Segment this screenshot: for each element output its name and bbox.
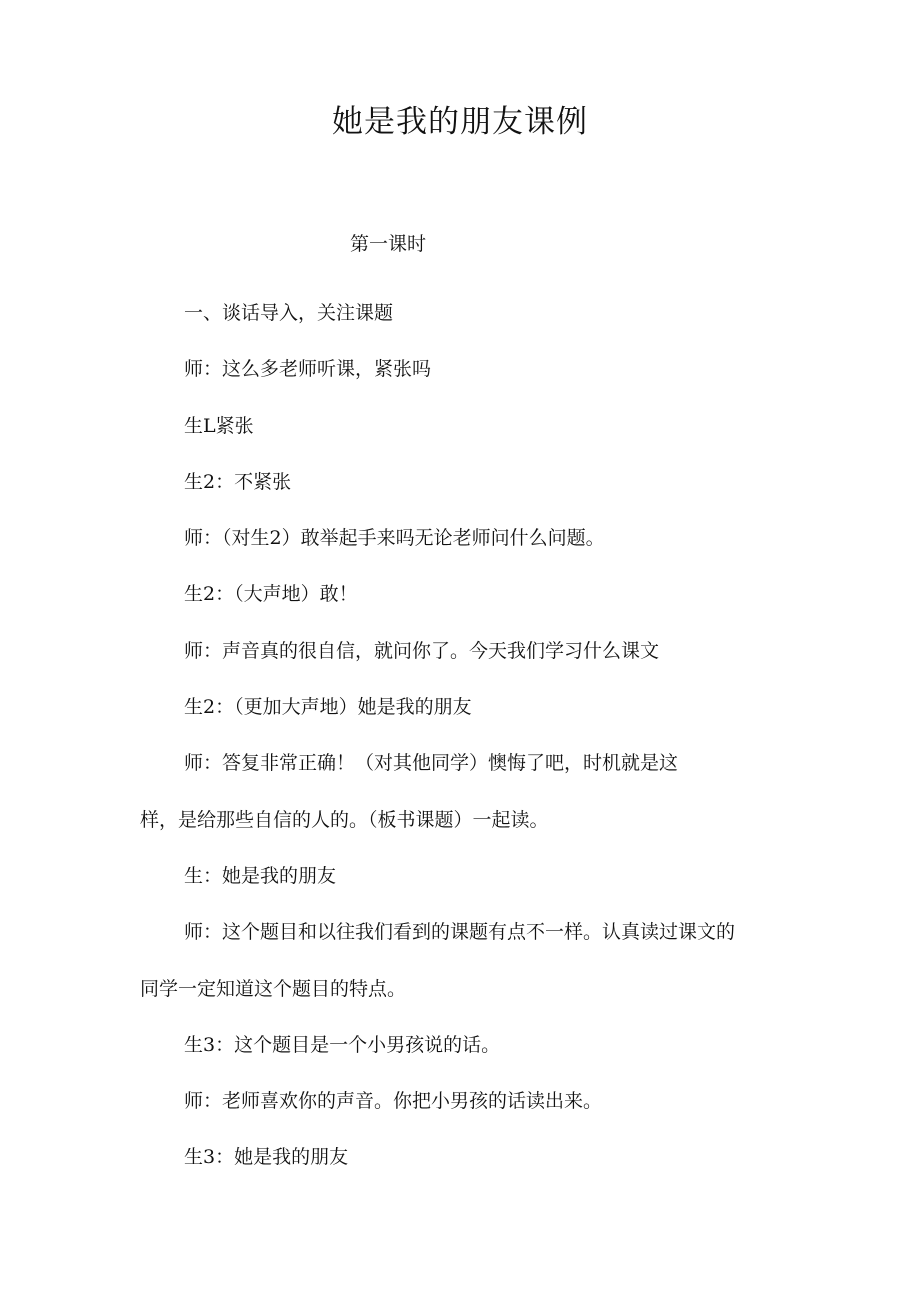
section-title: 第一课时 — [350, 233, 427, 255]
dialogue-paragraph — [140, 454, 780, 510]
dialogue-paragraph — [140, 679, 780, 735]
paragraph-line: 师：这个题目和以往我们看到的课题有点不一样。认真读过课文的 — [184, 921, 736, 944]
dialogue-paragraph — [140, 398, 780, 454]
paragraph-line: 师：老师喜欢你的声音。你把小男孩的话读出来。 — [184, 1090, 603, 1113]
paragraph-line: 生3：她是我的朋友 — [184, 1146, 349, 1169]
dialogue-paragraph — [140, 735, 780, 848]
dialogue-paragraph — [140, 623, 780, 679]
paragraph-line: 师：（对生2）敢举起手来吗无论老师问什么问题。 — [184, 527, 605, 550]
paragraph-line: 师：答复非常正确！（对其他同学）懊悔了吧，时机就是这 — [184, 752, 679, 775]
dialogue-paragraph — [140, 1129, 780, 1185]
dialogue-paragraph — [140, 285, 780, 341]
dialogue-paragraph — [140, 341, 780, 397]
paragraph-line: 生L紧张 — [184, 414, 254, 437]
dialogue-paragraph — [140, 1017, 780, 1073]
dialogue-paragraph — [140, 566, 780, 622]
dialogue-paragraph — [140, 510, 780, 566]
paragraph-line: 一、谈话导入，关注课题 — [184, 302, 394, 324]
dialogue-paragraph — [140, 904, 780, 1017]
document-title: 她是我的朋友课例 — [332, 104, 588, 140]
dialogue-paragraph — [140, 1073, 780, 1129]
paragraph-line: 生2：（大声地）敢！ — [184, 583, 358, 606]
paragraph-line: 生3：这个题目是一个小男孩说的话。 — [184, 1033, 501, 1056]
dialogue-paragraph — [140, 848, 780, 904]
document-body — [140, 285, 780, 1186]
paragraph-line: 生2：（更加大声地）她是我的朋友 — [184, 696, 472, 719]
paragraph-line: 样，是给那些自信的人的。（板书课题）一起读。 — [140, 808, 549, 831]
paragraph-line: 师：声音真的很自信，就问你了。今天我们学习什么课文 — [184, 639, 660, 662]
paragraph-line: 师：这么多老师听课，紧张吗 — [184, 358, 432, 381]
paragraph-line: 生2：不紧张 — [184, 470, 292, 493]
paragraph-line: 生：她是我的朋友 — [184, 864, 337, 887]
paragraph-line: 同学一定知道这个题目的特点。 — [140, 977, 407, 1000]
